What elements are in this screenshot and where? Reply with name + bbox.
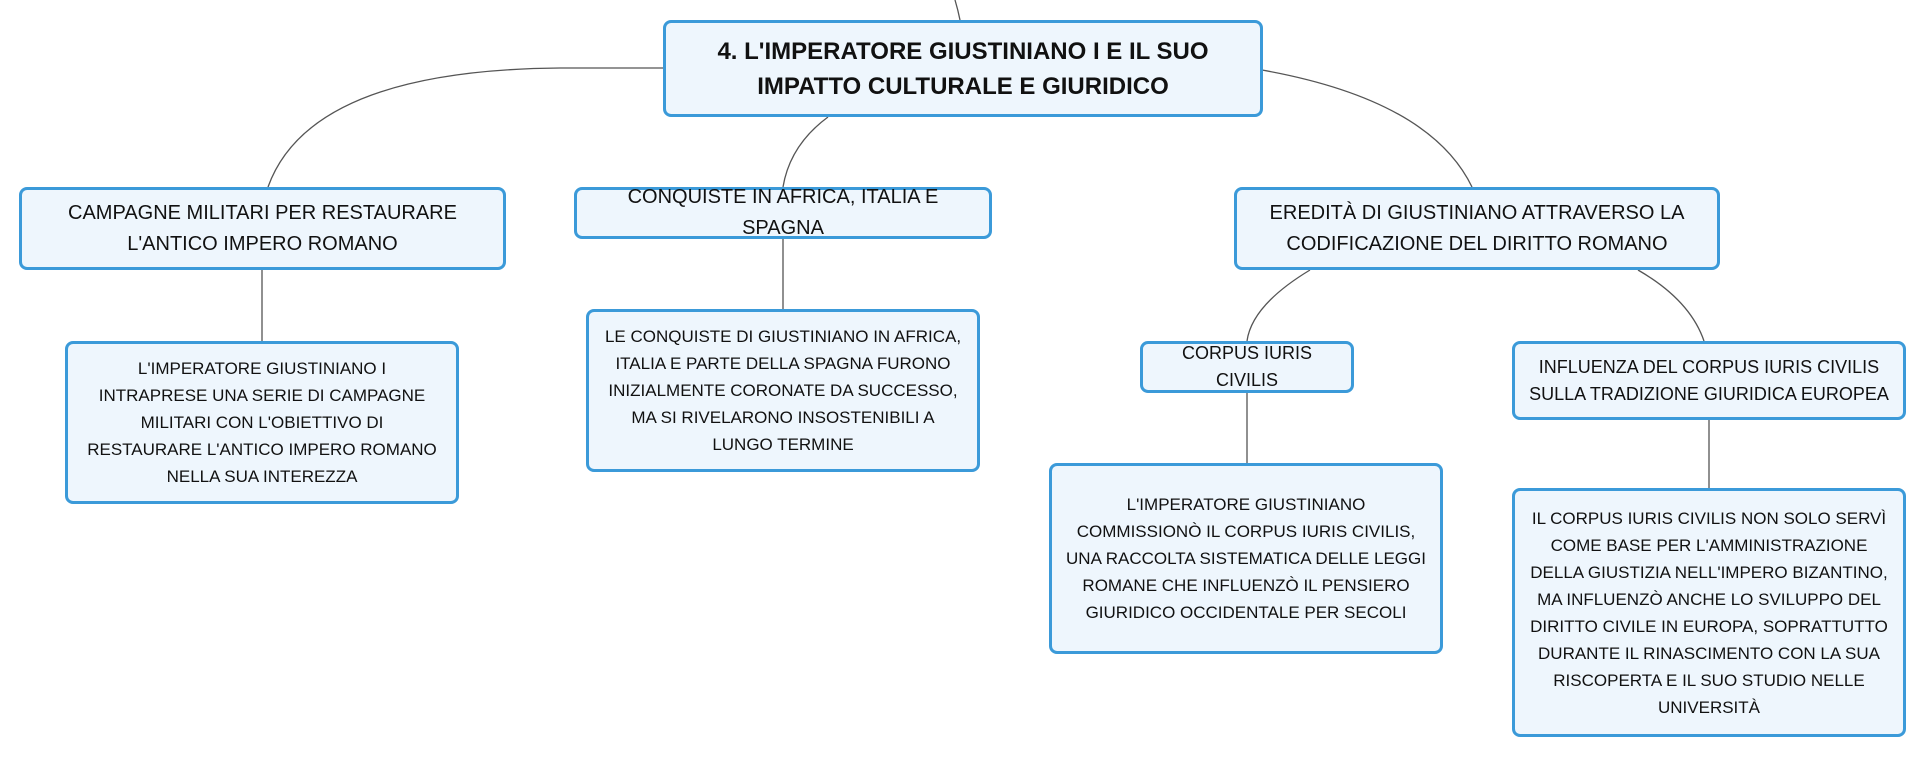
detail-node-corpus-influence[interactable] <box>1512 488 1906 737</box>
connector-line-legacy-to-influence <box>1638 270 1704 341</box>
connector-line-root-to-conquests <box>783 117 828 187</box>
topic-node-military-campaigns[interactable] <box>19 187 506 270</box>
central-topic-title: 4. L'IMPERATORE GIUSTINIANO I E IL SUO IMPATTO CULTURALE E GIURIDICO <box>717 37 1209 100</box>
topic-node-legacy[interactable] <box>1234 187 1720 270</box>
connector-line-root-to-campaigns <box>268 68 663 187</box>
topic-label-conquests: CONQUISTE IN AFRICA, ITALIA E SPAGNA <box>627 186 939 239</box>
connector-line-parent-to-root <box>955 0 960 20</box>
detail-node-conquests[interactable] <box>586 309 980 472</box>
subtopic-label-corpus-iuris-civilis: CORPUS IURIS CIVILIS <box>1181 343 1313 390</box>
detail-node-corpus-iuris-civilis[interactable] <box>1049 463 1443 654</box>
topic-label-military-campaigns: CAMPAGNE MILITARI PER RESTAURARE L'ANTICO IMPERO ROMANO <box>68 201 457 255</box>
topic-node-conquests[interactable] <box>574 187 992 239</box>
topic-label-legacy: EREDITÀ DI GIUSTINIANO ATTRAVERSO LA CODIFICAZIONE DEL DIRITTO ROMANO <box>1269 201 1685 255</box>
connector-line-legacy-to-corpus <box>1247 270 1310 341</box>
detail-node-military-campaigns[interactable] <box>65 341 459 504</box>
subtopic-node-corpus-influence[interactable] <box>1512 341 1906 420</box>
detail-text-conquests: LE CONQUISTE DI GIUSTINIANO IN AFRICA, ITALIA E PARTE DELLA SPAGNA FURONO INIZIALMENTE CORONATE DA SUCCESSO, MA SI RIVELARONO INSOSTENIBILI A LUNGO TERMINE <box>604 327 962 454</box>
subtopic-label-corpus-influence: INFLUENZA DEL CORPUS IURIS CIVILIS SULLA TRADIZIONE GIURIDICA EUROPEA <box>1529 356 1889 404</box>
connector-line-root-to-legacy <box>1262 70 1472 187</box>
detail-text-corpus-iuris-civilis: L'IMPERATORE GIUSTINIANO COMMISSIONÒ IL CORPUS IURIS CIVILIS, UNA RACCOLTA SISTEMATICA DELLE LEGGI ROMANE CHE INFLUENZÒ IL PENSIERO GIURIDICO OCCIDENTALE PER SECOLI <box>1066 495 1426 622</box>
detail-text-military-campaigns: L'IMPERATORE GIUSTINIANO I INTRAPRESE UNA SERIE DI CAMPAGNE MILITARI CON L'OBIETTIVO DI RESTAURARE L'ANTICO IMPERO ROMANO NELLA SUA INTEREZZA <box>87 359 437 486</box>
subtopic-node-corpus-iuris-civilis[interactable] <box>1140 341 1354 393</box>
central-topic-node[interactable] <box>663 20 1263 117</box>
detail-text-corpus-influence: IL CORPUS IURIS CIVILIS NON SOLO SERVÌ COME BASE PER L'AMMINISTRAZIONE DELLA GIUSTIZIA NELL'IMPERO BIZANTINO, MA INFLUENZÒ ANCHE LO SVILUPPO DEL DIRITTO CIVILE IN EUROPA, SOPRATTUTTO DURANTE IL RINASCIMENTO CON LA SUA RISCOPERTA E IL SUO STUDIO NELLE UNIVERSITÀ <box>1530 508 1888 717</box>
